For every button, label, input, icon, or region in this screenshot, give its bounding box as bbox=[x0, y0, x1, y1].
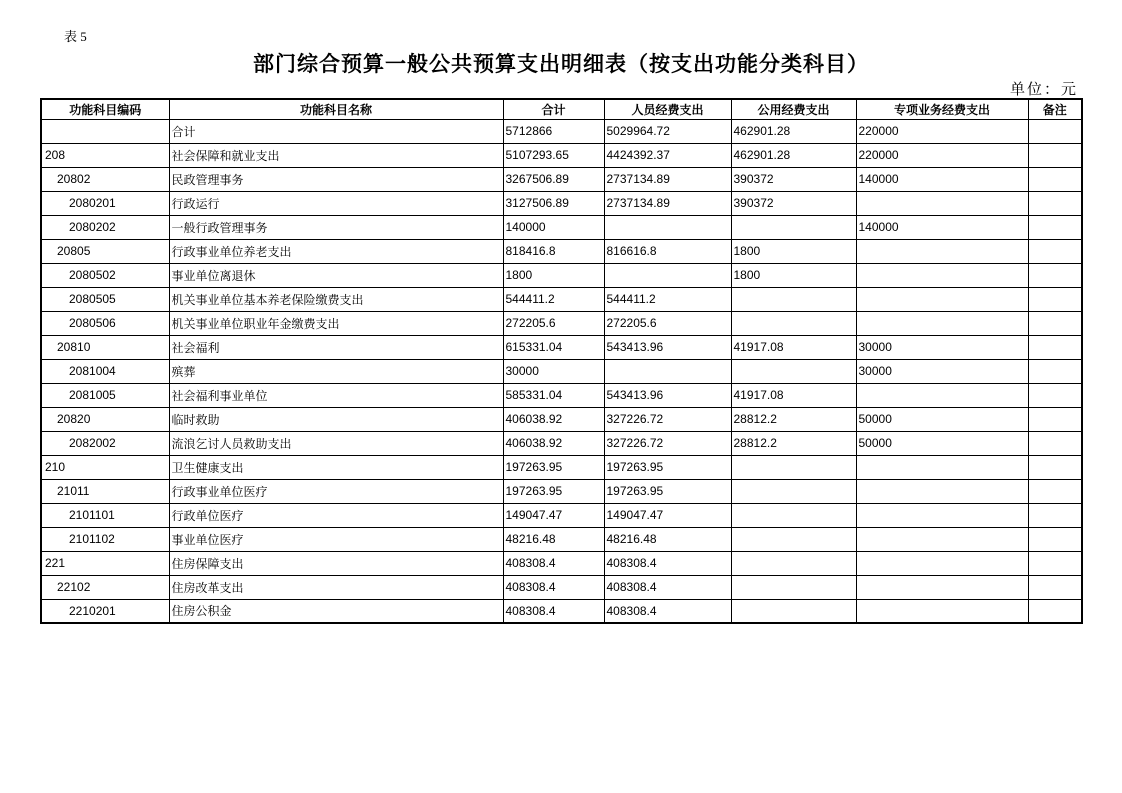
cell-personnel: 48216.48 bbox=[604, 527, 731, 551]
cell-personnel: 197263.95 bbox=[604, 479, 731, 503]
cell-remark bbox=[1028, 383, 1082, 407]
cell-name: 合计 bbox=[169, 119, 503, 143]
table-row bbox=[41, 599, 1082, 623]
cell-personnel: 197263.95 bbox=[604, 455, 731, 479]
cell-name: 机关事业单位职业年金缴费支出 bbox=[169, 311, 503, 335]
cell-personnel: 327226.72 bbox=[604, 407, 731, 431]
cell-remark bbox=[1028, 551, 1082, 575]
cell-public-funds bbox=[731, 599, 856, 623]
cell-name: 社会保障和就业支出 bbox=[169, 143, 503, 167]
cell-personnel bbox=[604, 359, 731, 383]
cell-special: 140000 bbox=[856, 167, 1028, 191]
table-row bbox=[41, 359, 1082, 383]
cell-public-funds: 1800 bbox=[731, 239, 856, 263]
cell-name: 住房保障支出 bbox=[169, 551, 503, 575]
table-row bbox=[41, 215, 1082, 239]
cell-total: 48216.48 bbox=[503, 527, 604, 551]
cell-special bbox=[856, 311, 1028, 335]
cell-public-funds bbox=[731, 359, 856, 383]
cell-name: 行政运行 bbox=[169, 191, 503, 215]
cell-public-funds bbox=[731, 311, 856, 335]
cell-personnel: 816616.8 bbox=[604, 239, 731, 263]
cell-special bbox=[856, 479, 1028, 503]
cell-name: 行政单位医疗 bbox=[169, 503, 503, 527]
cell-code: 2081004 bbox=[41, 359, 169, 383]
cell-remark bbox=[1028, 143, 1082, 167]
cell-personnel: 149047.47 bbox=[604, 503, 731, 527]
cell-special bbox=[856, 239, 1028, 263]
cell-public-funds: 462901.28 bbox=[731, 143, 856, 167]
cell-remark bbox=[1028, 335, 1082, 359]
cell-remark bbox=[1028, 479, 1082, 503]
cell-personnel bbox=[604, 215, 731, 239]
cell-public-funds bbox=[731, 287, 856, 311]
cell-total: 406038.92 bbox=[503, 407, 604, 431]
cell-code: 21011 bbox=[41, 479, 169, 503]
cell-special bbox=[856, 551, 1028, 575]
cell-public-funds: 390372 bbox=[731, 167, 856, 191]
cell-name: 卫生健康支出 bbox=[169, 455, 503, 479]
cell-personnel: 408308.4 bbox=[604, 599, 731, 623]
table-row bbox=[41, 503, 1082, 527]
cell-special bbox=[856, 503, 1028, 527]
table-row bbox=[41, 191, 1082, 215]
cell-total: 149047.47 bbox=[503, 503, 604, 527]
cell-name: 事业单位医疗 bbox=[169, 527, 503, 551]
cell-total: 408308.4 bbox=[503, 599, 604, 623]
cell-code: 221 bbox=[41, 551, 169, 575]
cell-public-funds bbox=[731, 527, 856, 551]
table-row bbox=[41, 335, 1082, 359]
cell-special: 50000 bbox=[856, 431, 1028, 455]
cell-total: 3267506.89 bbox=[503, 167, 604, 191]
cell-remark bbox=[1028, 455, 1082, 479]
cell-special: 30000 bbox=[856, 335, 1028, 359]
cell-total: 615331.04 bbox=[503, 335, 604, 359]
table-row bbox=[41, 167, 1082, 191]
cell-remark bbox=[1028, 263, 1082, 287]
table-row bbox=[41, 311, 1082, 335]
cell-special bbox=[856, 527, 1028, 551]
cell-total: 585331.04 bbox=[503, 383, 604, 407]
cell-public-funds bbox=[731, 575, 856, 599]
table-row bbox=[41, 407, 1082, 431]
table-row bbox=[41, 431, 1082, 455]
cell-public-funds bbox=[731, 215, 856, 239]
table-row bbox=[41, 527, 1082, 551]
cell-total: 272205.6 bbox=[503, 311, 604, 335]
table-row bbox=[41, 575, 1082, 599]
cell-special: 50000 bbox=[856, 407, 1028, 431]
cell-special bbox=[856, 455, 1028, 479]
cell-public-funds: 1800 bbox=[731, 263, 856, 287]
cell-remark bbox=[1028, 311, 1082, 335]
cell-total: 140000 bbox=[503, 215, 604, 239]
cell-code: 208 bbox=[41, 143, 169, 167]
cell-code: 22102 bbox=[41, 575, 169, 599]
cell-total: 408308.4 bbox=[503, 551, 604, 575]
cell-personnel: 543413.96 bbox=[604, 335, 731, 359]
cell-public-funds bbox=[731, 551, 856, 575]
cell-code: 2080506 bbox=[41, 311, 169, 335]
cell-remark bbox=[1028, 407, 1082, 431]
cell-public-funds bbox=[731, 503, 856, 527]
col-header-personnel: 人员经费支出 bbox=[604, 99, 731, 119]
cell-personnel: 2737134.89 bbox=[604, 167, 731, 191]
table-row bbox=[41, 383, 1082, 407]
cell-public-funds: 41917.08 bbox=[731, 335, 856, 359]
cell-name: 社会福利 bbox=[169, 335, 503, 359]
cell-remark bbox=[1028, 575, 1082, 599]
cell-name: 殡葬 bbox=[169, 359, 503, 383]
cell-remark bbox=[1028, 215, 1082, 239]
table-row bbox=[41, 287, 1082, 311]
table-body bbox=[41, 119, 1082, 623]
cell-special bbox=[856, 599, 1028, 623]
cell-code: 20820 bbox=[41, 407, 169, 431]
cell-personnel: 2737134.89 bbox=[604, 191, 731, 215]
cell-personnel: 272205.6 bbox=[604, 311, 731, 335]
cell-special bbox=[856, 575, 1028, 599]
table-row bbox=[41, 239, 1082, 263]
cell-name: 住房公积金 bbox=[169, 599, 503, 623]
cell-total: 818416.8 bbox=[503, 239, 604, 263]
cell-personnel: 327226.72 bbox=[604, 431, 731, 455]
cell-name: 机关事业单位基本养老保险缴费支出 bbox=[169, 287, 503, 311]
cell-remark bbox=[1028, 191, 1082, 215]
cell-name: 民政管理事务 bbox=[169, 167, 503, 191]
cell-total: 197263.95 bbox=[503, 479, 604, 503]
col-header-name: 功能科目名称 bbox=[169, 99, 503, 119]
cell-code: 2210201 bbox=[41, 599, 169, 623]
cell-special bbox=[856, 263, 1028, 287]
cell-total: 5107293.65 bbox=[503, 143, 604, 167]
cell-total: 3127506.89 bbox=[503, 191, 604, 215]
cell-name: 行政事业单位养老支出 bbox=[169, 239, 503, 263]
cell-code: 2082002 bbox=[41, 431, 169, 455]
sheet-label: 表 5 bbox=[64, 29, 87, 44]
cell-total: 5712866 bbox=[503, 119, 604, 143]
cell-name: 行政事业单位医疗 bbox=[169, 479, 503, 503]
table-row bbox=[41, 119, 1082, 143]
cell-total: 544411.2 bbox=[503, 287, 604, 311]
cell-personnel: 4424392.37 bbox=[604, 143, 731, 167]
cell-public-funds: 462901.28 bbox=[731, 119, 856, 143]
cell-special: 140000 bbox=[856, 215, 1028, 239]
col-header-total: 合计 bbox=[503, 99, 604, 119]
cell-personnel: 408308.4 bbox=[604, 575, 731, 599]
cell-total: 1800 bbox=[503, 263, 604, 287]
col-header-special: 专项业务经费支出 bbox=[856, 99, 1028, 119]
cell-code: 20802 bbox=[41, 167, 169, 191]
col-header-remark: 备注 bbox=[1028, 99, 1082, 119]
cell-remark bbox=[1028, 599, 1082, 623]
cell-remark bbox=[1028, 359, 1082, 383]
cell-code: 2080202 bbox=[41, 215, 169, 239]
cell-code: 2080505 bbox=[41, 287, 169, 311]
cell-special: 30000 bbox=[856, 359, 1028, 383]
cell-code: 2101101 bbox=[41, 503, 169, 527]
unit-label: 单位：元 bbox=[1009, 82, 1078, 98]
cell-code: 210 bbox=[41, 455, 169, 479]
cell-public-funds: 390372 bbox=[731, 191, 856, 215]
cell-total: 408308.4 bbox=[503, 575, 604, 599]
table-row bbox=[41, 263, 1082, 287]
cell-remark bbox=[1028, 431, 1082, 455]
cell-special: 220000 bbox=[856, 119, 1028, 143]
cell-public-funds: 28812.2 bbox=[731, 407, 856, 431]
col-header-public-funds: 公用经费支出 bbox=[731, 99, 856, 119]
cell-remark bbox=[1028, 287, 1082, 311]
cell-personnel: 543413.96 bbox=[604, 383, 731, 407]
cell-special bbox=[856, 287, 1028, 311]
cell-name: 事业单位离退休 bbox=[169, 263, 503, 287]
cell-public-funds: 41917.08 bbox=[731, 383, 856, 407]
cell-code: 20805 bbox=[41, 239, 169, 263]
cell-remark bbox=[1028, 119, 1082, 143]
cell-code: 2080502 bbox=[41, 263, 169, 287]
cell-total: 197263.95 bbox=[503, 455, 604, 479]
cell-personnel: 544411.2 bbox=[604, 287, 731, 311]
cell-remark bbox=[1028, 239, 1082, 263]
cell-name: 临时救助 bbox=[169, 407, 503, 431]
cell-total: 30000 bbox=[503, 359, 604, 383]
cell-remark bbox=[1028, 527, 1082, 551]
col-header-code: 功能科目编码 bbox=[41, 99, 169, 119]
cell-remark bbox=[1028, 167, 1082, 191]
table-row bbox=[41, 479, 1082, 503]
page-title: 部门综合预算一般公共预算支出明细表（按支出功能分类科目） bbox=[253, 53, 869, 76]
cell-code: 20810 bbox=[41, 335, 169, 359]
cell-name: 一般行政管理事务 bbox=[169, 215, 503, 239]
cell-special: 220000 bbox=[856, 143, 1028, 167]
cell-remark bbox=[1028, 503, 1082, 527]
table-row bbox=[41, 455, 1082, 479]
cell-special bbox=[856, 383, 1028, 407]
cell-personnel: 5029964.72 bbox=[604, 119, 731, 143]
cell-personnel: 408308.4 bbox=[604, 551, 731, 575]
cell-personnel bbox=[604, 263, 731, 287]
cell-total: 406038.92 bbox=[503, 431, 604, 455]
cell-name: 住房改革支出 bbox=[169, 575, 503, 599]
cell-special bbox=[856, 191, 1028, 215]
cell-code: 2101102 bbox=[41, 527, 169, 551]
cell-code: 2080201 bbox=[41, 191, 169, 215]
cell-public-funds bbox=[731, 455, 856, 479]
cell-code bbox=[41, 119, 169, 143]
budget-table bbox=[40, 98, 1083, 624]
table-row bbox=[41, 143, 1082, 167]
cell-public-funds: 28812.2 bbox=[731, 431, 856, 455]
cell-name: 社会福利事业单位 bbox=[169, 383, 503, 407]
cell-code: 2081005 bbox=[41, 383, 169, 407]
table-row bbox=[41, 551, 1082, 575]
table-header-row bbox=[41, 99, 1082, 119]
cell-name: 流浪乞讨人员救助支出 bbox=[169, 431, 503, 455]
cell-public-funds bbox=[731, 479, 856, 503]
